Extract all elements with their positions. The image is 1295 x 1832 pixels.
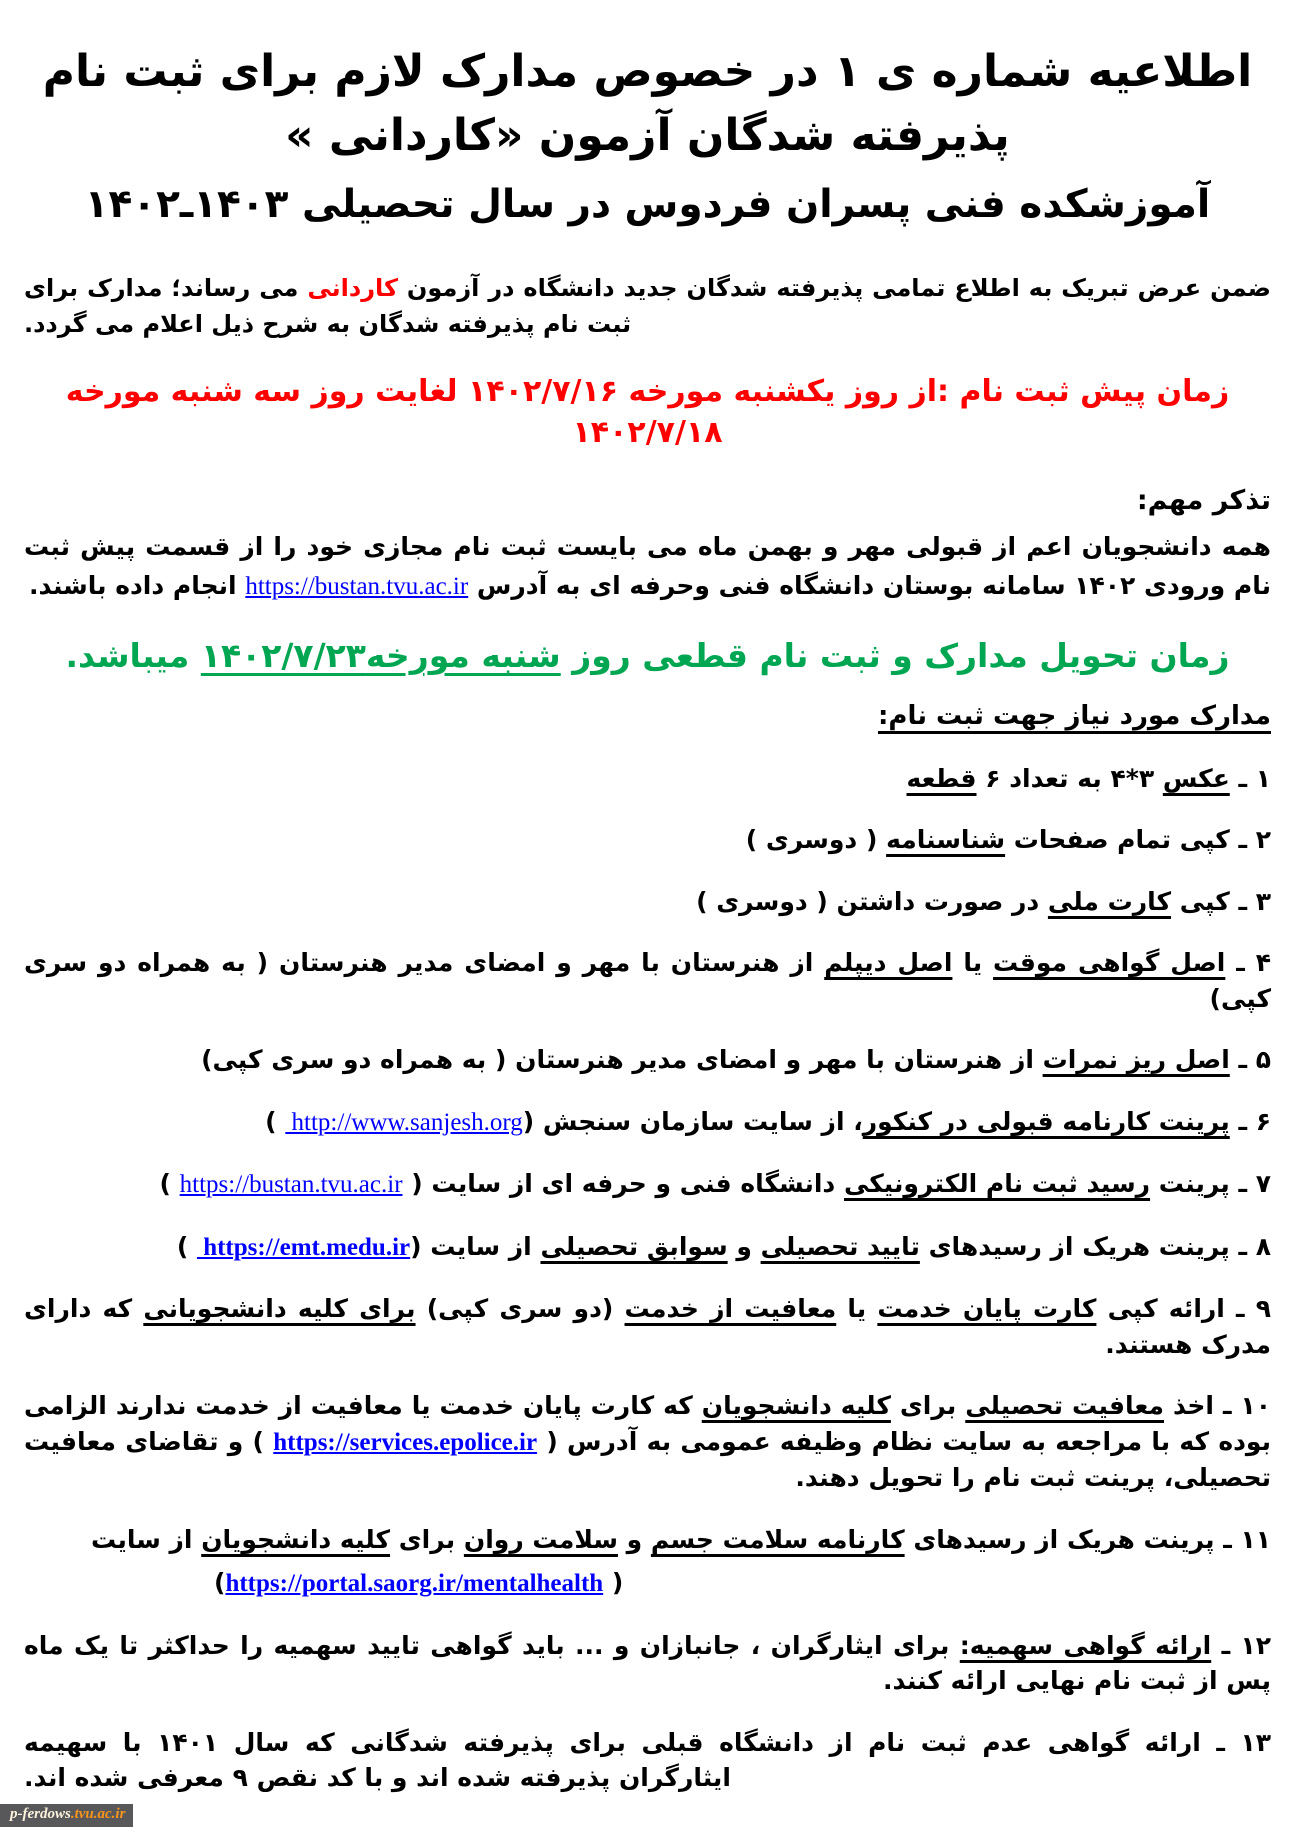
title-line1: اطلاعیه شماره ی ۱ در خصوص مدارک لازم برای ثبت نام bbox=[42, 46, 1253, 97]
watermark-domain: .tvu.ac.ir bbox=[70, 1806, 126, 1822]
required-documents-header: مدارک مورد نیاز جهت ثبت نام: bbox=[878, 700, 1271, 731]
intro-text-after: می رساند؛ مدارک برای ثبت نام پذیرفته شدگان به شرح ذیل اعلام می گردد. bbox=[24, 274, 632, 339]
site-watermark-badge bbox=[0, 1804, 133, 1827]
item10-text: ) و تقاضای معافیت تحصیلی، پرینت ثبت نام را تحویل دهند. bbox=[24, 1426, 1271, 1493]
list-item-11-link-line bbox=[24, 1565, 1271, 1602]
sanjesh-link[interactable]: http://www.sanjesh.org bbox=[285, 1108, 523, 1136]
pre-registration-date-notice: زمان پیش ثبت نام :از روز یکشنبه مورخه ۱۴۰۲/۷/۱۶ لغایت روز سه شنبه مورخه ۱۴۰۲/۷/۱۸ bbox=[65, 374, 1230, 450]
epolice-link[interactable]: https://services.epolice.ir bbox=[273, 1428, 538, 1456]
list-item-12-quota-certificate bbox=[24, 1628, 1271, 1699]
item11-paren: ) bbox=[214, 1568, 226, 1598]
intro-paragraph bbox=[24, 270, 1271, 342]
list-item-11-health-certificates bbox=[24, 1522, 1271, 1558]
list-item-10-study-exemption bbox=[24, 1388, 1271, 1496]
required-documents-list bbox=[24, 761, 1271, 1796]
bustan-portal-link[interactable]: https://bustan.tvu.ac.ir bbox=[245, 572, 469, 600]
item6-text: ) bbox=[265, 1106, 286, 1136]
item8-text: و bbox=[727, 1231, 761, 1261]
item9-text: یا bbox=[836, 1294, 878, 1324]
item7-text: ۷ ـ پرینت bbox=[1150, 1169, 1271, 1199]
list-item-1-photos bbox=[24, 761, 1271, 797]
item11-text: از سایت bbox=[91, 1524, 202, 1554]
item1-underlined-photo: عکس bbox=[1162, 763, 1230, 793]
item8-text: ۸ ـ پرینت هریک از رسیدهای bbox=[919, 1231, 1271, 1261]
item11-text: برای bbox=[390, 1524, 464, 1554]
item3-text: ( دوسری ) bbox=[696, 886, 828, 916]
important-note-label: تذکر مهم: bbox=[1136, 485, 1271, 517]
item6-text: ، از سایت سازمان سنجش ( bbox=[522, 1106, 863, 1136]
item9-text: که دارای مدرک هستند. bbox=[24, 1294, 1271, 1359]
final-registration-date-notice bbox=[24, 633, 1271, 679]
item1-text: ۳*۴ به تعداد ۶ bbox=[976, 763, 1163, 793]
list-item-6-exam-result bbox=[24, 1104, 1271, 1141]
item9-underlined-end-card: کارت پایان خدمت bbox=[877, 1294, 1097, 1324]
item3-text: ۳ ـ کپی bbox=[1171, 886, 1271, 916]
item11-paren: ( bbox=[603, 1568, 624, 1598]
final-reg-after: میباشد. bbox=[65, 635, 201, 675]
list-item-5-transcript bbox=[24, 1042, 1271, 1078]
bustan-portal-link-2[interactable]: https://bustan.tvu.ac.ir bbox=[179, 1171, 403, 1199]
item12-text: برای ایثارگران ، جانبازان و ... باید گواهی تایید سهمیه را حداکثر تا یک ماه پس از ثبت نام نهایی ارائه کنند. bbox=[24, 1630, 1271, 1696]
item10-text: که کارت پایان خدمت یا معافیت از خدمت ندارند الزامی بوده که با مراجعه به سایت نظام وظیفه عمومی به آدرس ( bbox=[24, 1391, 1271, 1456]
item10-underlined-students: کلیه دانشجویان bbox=[701, 1391, 891, 1421]
list-item-8-education-verification bbox=[24, 1229, 1271, 1266]
note-text-before: همه دانشجویان اعم از قبولی مهر و بهمن ماه می بایست ثبت نام مجازی خود را از قسمت پیش ثبت نام ورودی ۱۴۰۲ سامانه بوستان دانشگاه فنی وحرفه ای به آدرس bbox=[24, 532, 1271, 600]
emt-medu-link[interactable]: https://emt.medu.ir bbox=[196, 1233, 411, 1261]
item11-text: و bbox=[617, 1524, 651, 1554]
final-reg-before: زمان تحویل مدارک و ثبت نام قطعی روز bbox=[560, 635, 1230, 675]
saorg-mentalhealth-link[interactable]: https://portal.saorg.ir/mentalhealth bbox=[225, 1570, 604, 1598]
list-item-13-no-prior-registration bbox=[24, 1725, 1271, 1796]
item1-underlined-count: قطعه bbox=[906, 763, 977, 793]
item3-underlined: کارت ملی bbox=[1047, 886, 1172, 916]
item11-underlined-mental: سلامت روان bbox=[463, 1524, 618, 1554]
item5-text: از هنرستان با مهر و امضای مدیر هنرستان ( به همراه دو سری کپی) bbox=[201, 1045, 1043, 1075]
item2-text: ۲ ـ کپی تمام صفحات bbox=[1005, 825, 1271, 855]
item8-text: از سایت ( bbox=[410, 1231, 541, 1261]
item2-text: ( دوسری ) bbox=[745, 825, 887, 855]
final-reg-date: شنبه مورخه۱۴۰۲/۷/۲۳ bbox=[200, 635, 561, 675]
item8-text: ) bbox=[176, 1231, 197, 1261]
item4-underlined-temp-cert: اصل گواهی موقت bbox=[993, 948, 1226, 978]
item4-text: یا bbox=[952, 948, 994, 978]
list-item-2-birth-certificate bbox=[24, 822, 1271, 858]
item10-underlined-exemption: معافیت تحصیلی bbox=[965, 1391, 1164, 1421]
item11-text: ۱۱ ـ پرینت هریک از رسیدهای bbox=[904, 1524, 1271, 1554]
item9-text: ۹ ـ ارائه کپی bbox=[1096, 1294, 1271, 1324]
item12-text: ۱۲ ـ bbox=[1211, 1630, 1272, 1660]
item4-text: از هنرستان با مهر و امضای مدیر هنرستان ( به همراه دو سری کپی) bbox=[24, 948, 1271, 1013]
item7-text: ) bbox=[159, 1169, 180, 1199]
list-item-7-electronic-receipt bbox=[24, 1166, 1271, 1203]
list-item-9-military-service-card bbox=[24, 1291, 1271, 1362]
note-text-after: انجام داده باشند. bbox=[29, 570, 246, 600]
item8-underlined-records: سوابق تحصیلی bbox=[540, 1231, 728, 1261]
item10-text: برای bbox=[890, 1391, 966, 1421]
item12-underlined: ارائه گواهی سهمیه: bbox=[959, 1630, 1212, 1660]
page-title bbox=[24, 0, 1271, 168]
intro-text-before: ضمن عرض تبریک به اطلاع تمامی پذیرفته شدگان جدید دانشگاه در آزمون bbox=[397, 274, 1271, 303]
item8-underlined-confirmation: تایید تحصیلی bbox=[760, 1231, 920, 1261]
item11-underlined-students: کلیه دانشجویان bbox=[201, 1524, 391, 1554]
item11-underlined-physical: کارنامه سلامت جسم bbox=[650, 1524, 905, 1554]
item3-text: در صورت داشتن bbox=[827, 886, 1048, 916]
item13-text: ۱۳ ـ ارائه گواهی عدم ثبت نام از دانشگاه قبلی برای پذیرفته شدگانی که سال ۱۴۰۱ با سهیمه ایثارگران پذیرفته شده اند و با کد نقص ۹ معرفی شده اند. bbox=[24, 1727, 1271, 1793]
item7-underlined: رسید ثبت نام الکترونیکی bbox=[843, 1169, 1151, 1199]
item2-underlined: شناسنامه bbox=[886, 825, 1006, 855]
intro-highlight-kardani: کاردانی bbox=[307, 274, 398, 303]
item9-underlined-exemption: معافیت از خدمت bbox=[624, 1294, 837, 1324]
list-item-4-diploma bbox=[24, 945, 1271, 1016]
item6-underlined: پرینت کارنامه قبولی در کنکور bbox=[862, 1106, 1230, 1136]
item5-text: ۵ ـ bbox=[1229, 1045, 1271, 1075]
item1-text: ۱ ـ bbox=[1229, 763, 1271, 793]
note-paragraph bbox=[24, 528, 1271, 607]
item9-underlined-students: برای کلیه دانشجویانی bbox=[143, 1294, 416, 1324]
item6-text: ۶ ـ bbox=[1229, 1106, 1271, 1136]
item4-text: ۴ ـ bbox=[1225, 948, 1271, 978]
list-item-3-national-card bbox=[24, 884, 1271, 920]
item10-text: ۱۰ ـ اخذ bbox=[1164, 1391, 1272, 1421]
watermark-site-name: p-ferdows bbox=[10, 1806, 71, 1822]
title-line2: پذیرفته شدگان آزمون «کاردانی » bbox=[285, 109, 1010, 161]
item5-underlined: اصل ریز نمرات bbox=[1042, 1045, 1230, 1075]
item7-text: دانشگاه فنی و حرفه ای از سایت ( bbox=[402, 1169, 844, 1199]
item4-underlined-diploma: اصل دیپلم bbox=[824, 948, 953, 978]
page-subtitle: آموزشکده فنی پسران فردوس در سال تحصیلی ۱۴۰۳ـ۱۴۰۲ bbox=[84, 181, 1211, 227]
item9-text: (دو سری کپی) bbox=[415, 1294, 625, 1324]
